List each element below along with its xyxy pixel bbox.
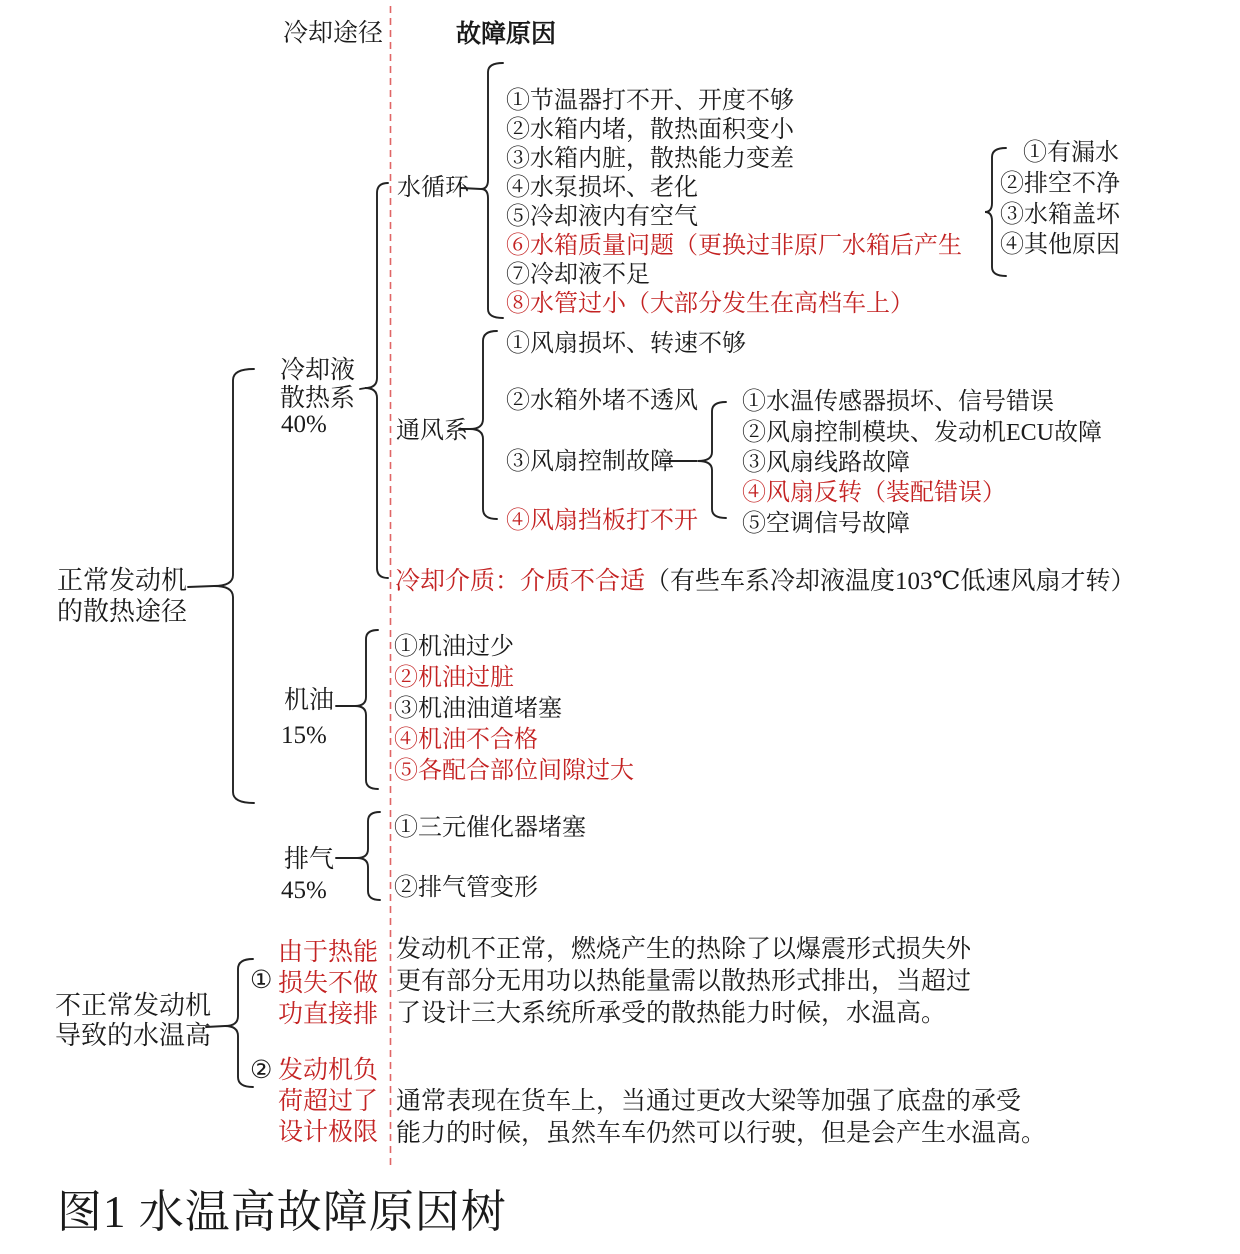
ventilation-item: ③风扇控制故障: [506, 449, 674, 475]
abnormal-cause-desc: 更有部分无用功以热能量需以散热形式排出，当超过: [396, 968, 972, 995]
connector-normal-engine: [188, 586, 214, 587]
water-cycle-item: ⑥水箱质量问题（更换过非原厂水箱后产生: [506, 233, 962, 259]
leak-cause-item: ④其他原因: [1000, 232, 1120, 258]
leak-cause-item: ③水箱盖坏: [1000, 202, 1120, 228]
water-cycle-item: ④水泵损坏、老化: [506, 175, 698, 201]
fan-control-item: ①水温传感器损坏、信号错误: [742, 389, 1054, 415]
normal-engine-label-line2: 的散热途径: [57, 597, 188, 626]
abnormal-cause-label: 由于热能: [278, 939, 379, 966]
abnormal-engine-label-line1: 不正常发动机: [55, 991, 212, 1020]
abnormal-cause-desc: 了设计三大系统所承受的散热能力时候，水温高。: [396, 1000, 947, 1027]
brace-abnormal-engine: [225, 959, 253, 1087]
water-cycle-item: ⑧水管过小（大部分发生在高档车上）: [506, 291, 914, 317]
ventilation-item: ②水箱外堵不透风: [506, 388, 698, 414]
ventilation-item: ④风扇挡板打不开: [506, 508, 698, 534]
abnormal-cause-desc: 发动机不正常，燃烧产生的热除了以爆震形式损失外: [396, 936, 972, 963]
water-cycle-label: 水循环: [397, 175, 469, 201]
oil-item: ③机油油道堵塞: [394, 696, 562, 722]
brace-ventilation: [470, 331, 497, 519]
water-cycle-item: ⑤冷却液内有空气: [506, 204, 698, 230]
oil-item: ④机油不合格: [394, 727, 538, 753]
abnormal-cause-label: 设计极限: [278, 1119, 379, 1146]
ventilation-item: ①风扇损坏、转速不够: [506, 331, 746, 357]
leak-cause-item: ②排空不净: [1000, 171, 1120, 197]
abnormal-engine-label-line2: 导致的水温高: [55, 1021, 212, 1050]
abnormal-cause-number: ②: [250, 1057, 273, 1084]
coolant-system-label-line1: 冷却液: [280, 357, 356, 384]
exhaust-item: ②排气管变形: [394, 875, 538, 901]
brace-coolant-system: [365, 183, 388, 578]
coolant-system-label-line2: 散热系: [280, 385, 356, 412]
exhaust-percent: 45%: [281, 877, 327, 904]
water-cycle-item: ②水箱内堵，散热面积变小: [506, 117, 794, 143]
normal-engine-label-line1: 正常发动机: [57, 566, 188, 595]
header-cooling-path: 冷却途径: [283, 20, 384, 47]
brace-fan-control: [698, 402, 726, 518]
brace-normal-engine: [214, 369, 254, 803]
brace-oil: [355, 630, 378, 789]
oil-item: ⑤各配合部位间隙过大: [394, 758, 634, 784]
abnormal-cause-desc: 能力的时候，虽然车车仍然可以行驶，但是会产生水温高。: [396, 1120, 1047, 1147]
water-cycle-item: ⑦冷却液不足: [506, 262, 650, 288]
abnormal-cause-label: 发动机负: [278, 1057, 379, 1084]
abnormal-cause-number: ①: [250, 967, 273, 994]
brace-water-cycle: [481, 63, 503, 318]
ventilation-label: 通风系: [396, 418, 468, 444]
oil-item: ②机油过脏: [394, 665, 514, 691]
cooling-medium-note: （有些车系冷却液温度103℃低速风扇才转）: [645, 568, 1136, 595]
abnormal-cause-label: 损失不做: [278, 970, 379, 997]
exhaust-label: 排气: [284, 846, 335, 873]
abnormal-cause-desc: 通常表现在货车上，当通过更改大梁等加强了底盘的承受: [396, 1088, 1022, 1115]
fan-control-item: ②风扇控制模块、发动机ECU故障: [742, 420, 1102, 446]
cooling-medium-issue: 冷却介质：介质不合适: [395, 568, 646, 595]
connector-coolant: [360, 388, 366, 389]
water-cycle-item: ③水箱内脏，散热能力变差: [506, 146, 794, 172]
oil-percent: 15%: [281, 722, 327, 749]
abnormal-cause-label: 荷超过了: [278, 1088, 379, 1115]
cooling-medium-line: [395, 567, 1135, 597]
oil-item: ①机油过少: [394, 634, 514, 660]
fan-control-item: ⑤空调信号故障: [742, 511, 910, 537]
fan-control-item: ④风扇反转（装配错误）: [742, 480, 1006, 506]
leak-cause-item: ①有漏水: [1023, 140, 1119, 166]
figure-caption: 图1 水温高故障原因树: [57, 1187, 507, 1237]
water-cycle-item: ①节温器打不开、开度不够: [506, 88, 794, 114]
brace-exhaust: [357, 812, 380, 900]
fan-control-item: ③风扇线路故障: [742, 450, 910, 476]
oil-label: 机油: [284, 687, 335, 714]
coolant-system-percent: 40%: [281, 411, 327, 438]
header-fault-cause: 故障原因: [456, 21, 557, 48]
exhaust-item: ①三元催化器堵塞: [394, 815, 586, 841]
abnormal-cause-label: 功直接排: [278, 1001, 379, 1028]
